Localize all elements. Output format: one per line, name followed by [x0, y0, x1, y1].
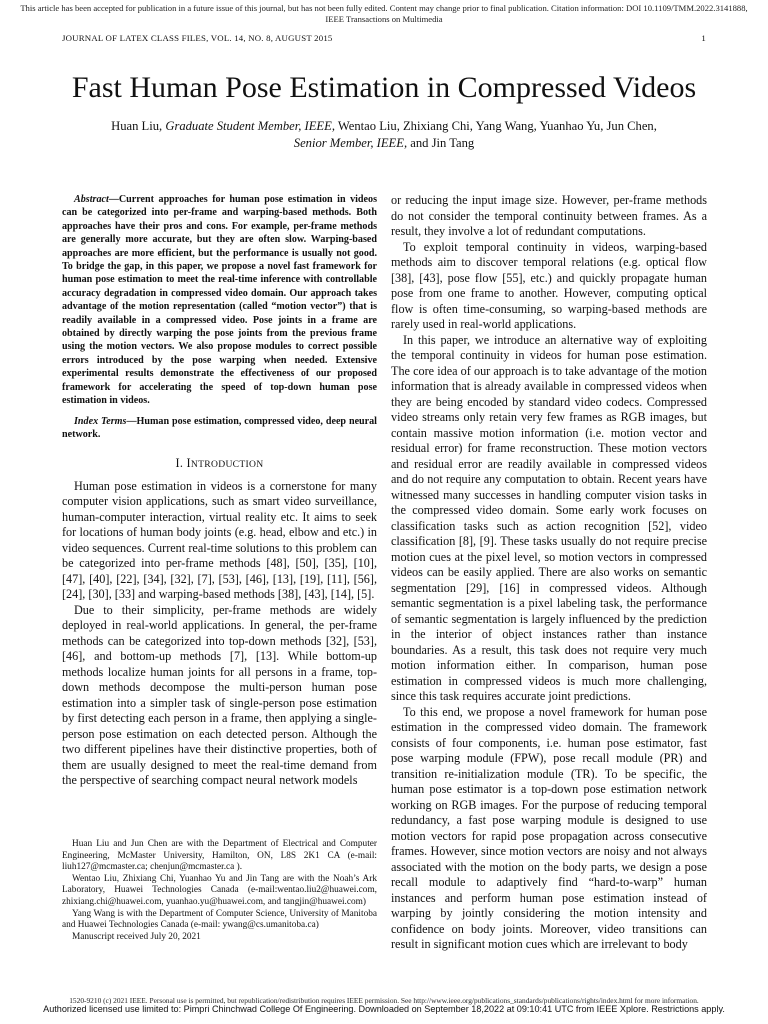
paragraph: In this paper, we introduce an alternative way of exploiting the temporal continuity in videos for human pose estimation. The core idea of our approach is to take advantage of the motion information that is already available in compressed videos when they are being encoded by standard video codecs. Compressed video streams only retain very few frames as RGB images, but contain massive motion information (i.e. motion vector and residual error) for frame reconstruction. These motion vectors and residual error are readily available in compressed videos and do not require any computation to obtain. Recent years have witnessed many successes in handling computer vision tasks in the compressed video domain. Some early work focuses on classification tasks such as action recognition [52], video classification [8], [9]. These tasks usually do not require precise motion cues at the pixel level, so motion vectors in compressed videos can be easily applied. There are also works on semantic segmentation [29], [16] in compressed videos. Although semantic segmentation is a pixel labeling task, the performance of semantic segmentation is largely influenced by the prediction in the interior of object instances rather than instance boundaries. As a result, this task does not require very much motion information either. In comparison, human pose estimation in compressed videos is much more challenging, since this task requires accurate joint predictions. [391, 332, 707, 703]
abstract [62, 193, 377, 408]
abstract-lead: Abstract [74, 194, 109, 205]
author-text: Wentao Liu, Zhixiang Chi, Yang Wang, Yuanhao Yu, Jun Chen, [334, 119, 657, 133]
paragraph: or reducing the input image size. However, per-frame methods do not consider the temporal continuity between frames. As a result, they involve a lot of redundant computations. [391, 193, 707, 238]
copyright-notice: 1520-9210 (c) 2021 IEEE. Personal use is permitted, but republication/redistribution requires IEEE permission. See http://www.ieee.org/publications_standards/publications/rights/index.html for more information. [69, 996, 699, 1005]
right-column [391, 193, 707, 953]
license-notice: Authorized licensed use limited to: Pimpri Chinchwad College Of Engineering. Downloaded on September 18,2022 at 09:10:41 UTC from IEEE Xplore. Restrictions apply. [43, 1004, 725, 1014]
author-affiliation: Senior Member, IEEE, [293, 135, 408, 150]
paragraph: To exploit temporal continuity in videos, warping-based methods aim to discover temporal relations (e.g. optical flow [38], [43], pose flow [55], etc.) and quickly propagate human pose from one frame to another. However, computing optical flow is often time-consuming, so warping-based methods are rarely used in real-world applications. [391, 239, 707, 331]
footnotes [62, 839, 377, 943]
left-column [62, 193, 377, 789]
paragraph: Human pose estimation in videos is a cornerstone for many computer vision applications, such as smart video surveillance, human-computer interaction, virtual reality etc. It aims to seek for locations of human body joints (e.g. head, elbow and etc.) in video sequences. Current real-time solutions to this problem can be categorized into per-frame methods [48], [50], [35], [10], [47], [40], [22], [34], [32], [7], [53], [46], [13], [19], [11], [56], [24], [30], [33] and warping-based methods [38], [43], [14], [5]. [62, 478, 377, 602]
paper-title: Fast Human Pose Estimation in Compressed Videos [71, 71, 697, 104]
index-terms-lead: Index Terms [74, 415, 127, 427]
paragraph: To this end, we propose a novel framework for human pose estimation in the compressed video domain. The framework consists of four components, i.e. human pose estimator, fast pose warping module (FPW), pose recall module (PR) and transition re-initialization module (TR). To be specific, the human pose estimator is a top-down pose estimation network working on RGB images. For the purpose of reducing temporal redundancy, a fast pose warping module is designed to use motion vectors for rapid pose propagation across consecutive frames. However, since motion vectors are noisy and not always associated with the motion on the body parts, we design a pose recall module to adaptively find “hard-to-warp” human instances and perform human pose estimation instead of warping by jointly considering the motion intensity and confidence on body joints. Moreover, video transitions can result in significant motion cues which are irrelevant to body [391, 704, 707, 951]
page-number: 1 [701, 33, 706, 43]
paragraph: Due to their simplicity, per-frame methods are widely deployed in real-world applications. In general, the per-frame methods can be categorized into top-down methods [32], [53], [46], and bottom-up methods [7], [13]. While bottom-up methods localize human joints for all persons in a frame, top-down methods decompose the multi-person human pose estimation into a simpler task of single-person pose estimation by first detecting each person in a frame, then applying a single-person pose estimation on each detected person. Although the two different pipelines have their distinctive properties, both of them are usually designed to meet the real-time demand from the perspective of searching compact neural network models [62, 602, 377, 788]
author-affiliation: Graduate Student Member, IEEE, [165, 119, 335, 133]
section-title-rest: NTRODUCTION [190, 459, 264, 471]
author-text: and Jin Tang [407, 135, 475, 150]
abstract-text: —Current approaches for human pose estimation in videos can be categorized into per-frame and warping-based methods. Both approaches have their pros and cons. For example, per-frame methods are generally more accurate, but they are often slow. Warping-based approaches are more efficient, but the performance is usually not good. To bridge the gap, in this paper, we propose a novel fast framework for human pose estimation to meet the real-time inference with controllable accuracy degradation in compressed video domain. Our approach takes advantage of the motion representation (called “motion vector”) that is readily available in a compressed video. Pose joints in a frame are obtained by directly warping the pose joints from the previous frame using the motion vectors. We also propose modules to correct possible errors introduced by the pose warping when needed. Extensive experimental results demonstrate the effectiveness of our proposed framework for accelerating the speed of top-down human pose estimation in videos. [62, 194, 377, 407]
footnote: Yang Wang is with the Department of Computer Science, University of Manitoba and Huawei Technologies Canada (e-mail: ywang@cs.umanitoba.ca) [62, 908, 377, 931]
author-list [100, 118, 668, 151]
footnote: Manuscript received July 20, 2021 [72, 931, 201, 942]
index-terms-text: —Human pose estimation, compressed video, deep neural network. [62, 415, 377, 440]
section-numeral: I. I [175, 456, 191, 471]
author-text: Huan Liu, [111, 119, 166, 133]
footnote: Wentao Liu, Zhixiang Chi, Yuanhao Yu and Jin Tang are with the Noah’s Ark Laboratory, Huawei Technologies Canada (e-mail:wentao.liu2@huawei.com, zhixiang.chi@huawei.com, yuanhao.yu@huawei.com, and tangjin@huawei.com) [62, 873, 377, 907]
section-heading-introduction [62, 456, 377, 473]
index-terms [62, 415, 377, 442]
footnote: Huan Liu and Jun Chen are with the Department of Electrical and Computer Engineering, McMaster University, Hamilton, ON, L8S 2K1 CA (e-mail: liuh127@mcmaster.ca; chenjun@mcmaster.ca ). [62, 839, 377, 873]
publication-notice: This article has been accepted for publication in a future issue of this journal, but has not been fully edited. Content may change prior to final publication. Citation information: DOI 10.1109/TMM.2022.3141888, IEEE Transactions on Multimedia [20, 3, 748, 24]
journal-header: JOURNAL OF LATEX CLASS FILES, VOL. 14, NO. 8, AUGUST 2015 [62, 33, 333, 43]
